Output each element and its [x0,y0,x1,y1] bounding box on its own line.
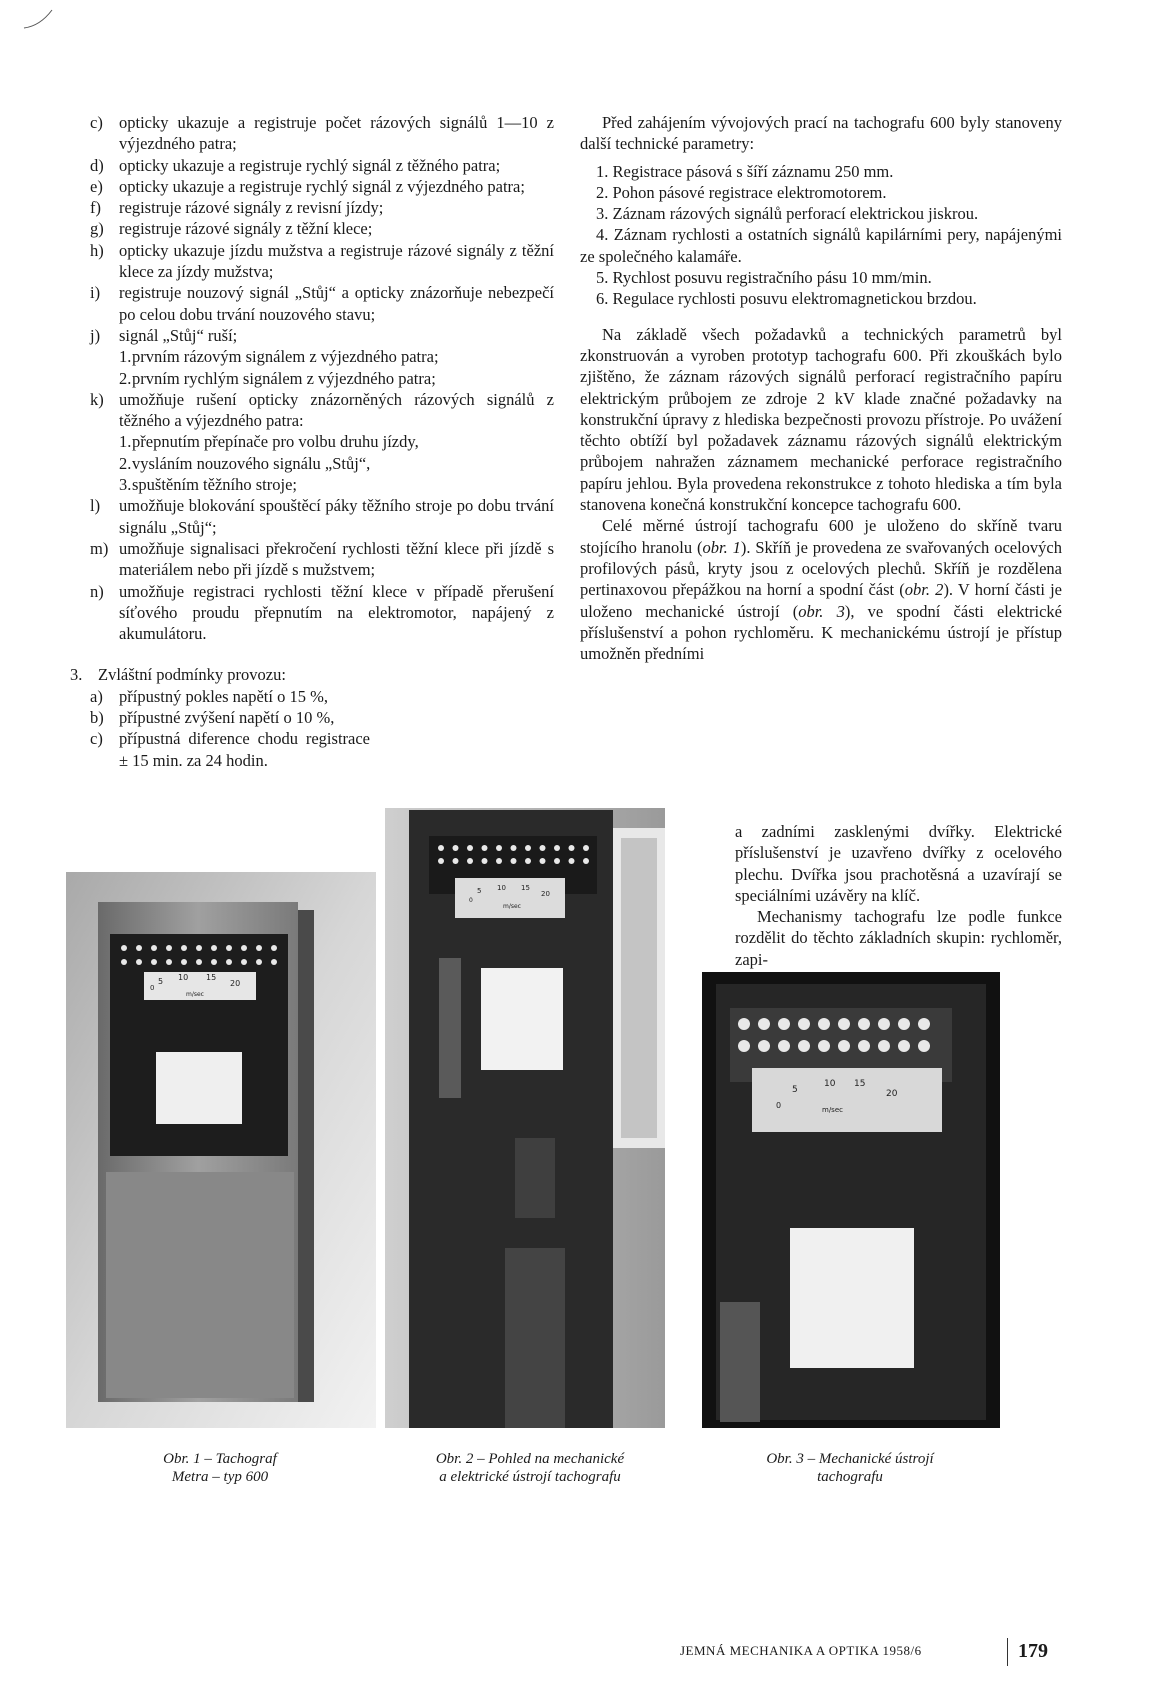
indicator-lamp [211,959,217,965]
fig2-scale-20: 20 [541,890,550,898]
indicator-lamp [271,945,277,951]
sub-list-item: 1. prvním rázovým signálem z výjezdného patra; [119,347,439,367]
indicator-lamp [496,858,502,864]
indicator-lamp [778,1018,790,1030]
indicator-lamp [583,858,589,864]
indicator-lamp [758,1018,770,1030]
fig1-scale-0: 0 [150,984,155,992]
indicator-lamp [878,1018,890,1030]
list-item: d) opticky ukazuje a registruje rychlý signál z těžného patra; [90,155,501,175]
figure-3-caption: Obr. 3 – Mechanické ústrojí tachografu [766,1451,934,1485]
indicator-lamp [525,858,531,864]
fig2-scale-unit: m/sec [503,903,521,910]
indicator-lamp [818,1018,830,1030]
indicator-lamp [226,945,232,951]
sub-list-item: 1. přepnutím přepínače pro volbu druhu jízdy, [119,432,419,452]
fig1-scale-5: 5 [158,977,164,986]
list-item: g) registruje rázové signály z těžní klece; [90,219,373,239]
list-item: h) opticky ukazuje jízdu mužstva a registruje rázové signály z těžní klece za jízdy mužstva; [90,240,554,282]
figure-ref-2: obr. 2 [904,580,944,600]
parameter-item: 4. Záznam rychlosti a ostatních signálů kapilárními pery, napájenými ze společného kalamáře. [580,225,1062,266]
left-column [70,112,554,771]
figure-3-photo [702,972,1000,1428]
list-item: e) opticky ukazuje a registruje rychlý signál z výjezdného patra; [90,176,525,196]
intro-paragraph: Před zahájením vývojových prací na tachografu 600 byly stanoveny další technické parametry: [580,113,1062,154]
condition-item: a) přípustný pokles napětí o 15 %, [90,686,328,706]
parameter-item: 3. Záznam rázových signálů perforací elektrickou jiskrou. [596,204,979,224]
fig1-scale-15: 15 [206,973,217,982]
fig3-scale-15: 15 [854,1079,866,1089]
fig1-scale-10: 10 [178,973,189,982]
indicator-lamp [554,845,560,851]
list-item: j) signál „Stůj“ ruší; [90,325,238,345]
wrapped-text [735,821,1062,970]
indicator-lamp [453,858,459,864]
right-column [580,112,1062,664]
indicator-lamp [778,1040,790,1052]
figure-1-caption: Obr. 1 – Tachograf Metra – typ 600 [163,1451,277,1485]
indicator-lamp [166,945,172,951]
indicator-lamp [525,845,531,851]
indicator-lamp [166,959,172,965]
parameter-item: 6. Regulace rychlosti posuvu elektromagnetickou brzdou. [596,289,977,309]
indicator-lamp [181,959,187,965]
indicator-lamp [482,845,488,851]
indicator-lamp [438,845,444,851]
figure-ref-3: obr. 3 [798,601,845,621]
indicator-lamp [838,1018,850,1030]
indicator-lamp [858,1018,870,1030]
indicator-lamp [256,959,262,965]
indicator-lamp [554,858,560,864]
sub-list-item: 3. spuštěním těžního stroje; [119,475,297,495]
indicator-lamp [271,959,277,965]
parameter-item: 2. Pohon pásové registrace elektromotorem. [596,182,887,202]
list-item: n) umožňuje registraci rychlosti těžní klece v případě přerušení síťového proudu přepnutím na elektromotor, napájený z akumulátoru. [90,581,554,644]
figure-1-photo [66,872,376,1428]
indicator-lamp [121,945,127,951]
list-item: f) registruje rázové signály z revisní jízdy; [90,198,384,218]
fig3-scale-5: 5 [792,1085,798,1095]
indicator-lamp [511,858,517,864]
indicator-lamp [181,945,187,951]
parameter-item: 1. Registrace pásová s šíří záznamu 250 mm. [596,161,894,181]
sub-list-item: 2. vysláním nouzového signálu „Stůj“, [119,453,371,473]
indicator-lamp [136,945,142,951]
fig2-scale-0: 0 [469,897,473,904]
indicator-lamp [467,845,473,851]
indicator-lamp [511,845,517,851]
list-item: i) registruje nouzový signál „Stůj“ a opticky znázorňuje nebezpečí po celou dobu trvání nouzového stavu; [90,283,554,324]
indicator-lamp [918,1040,930,1052]
figure-2-photo [385,808,665,1428]
indicator-lamp [121,959,127,965]
indicator-lamp [898,1040,910,1052]
indicator-lamp [818,1040,830,1052]
fig2-scale-5: 5 [477,887,482,895]
indicator-lamp [738,1040,750,1052]
page-number: 179 [1018,1640,1048,1662]
indicator-lamp [583,845,589,851]
indicator-lamp [898,1018,910,1030]
list-item: l) umožňuje blokování spouštěcí páky těžního stroje po dobu trvání signálu „Stůj“; [90,496,554,537]
paragraph-doors: a zadními zasklenými dvířky. Elektrické příslušenství je uzavřeno dvířky z ocelového plechu. Dvířka jsou prachotěsná a uzavírají se speciálními uzávěry na klíč. [735,822,1062,905]
fig3-scale-0: 0 [776,1101,782,1110]
sub-list-item: 2. prvním rychlým signálem z výjezdného patra; [119,368,436,388]
figure-ref-1: obr. 1 [702,537,741,557]
indicator-lamp [569,845,575,851]
indicator-lamp [798,1040,810,1052]
indicator-lamp [226,959,232,965]
figure-2-caption: Obr. 2 – Pohled na mechanické a elektrické ústrojí tachografu [435,1451,625,1485]
indicator-lamp [798,1018,810,1030]
indicator-lamp [467,858,473,864]
indicator-lamp [738,1018,750,1030]
fig3-scale-unit: m/sec [822,1106,843,1114]
fig2-scale-15: 15 [521,884,530,892]
fig2-scale-10: 10 [497,884,506,892]
paragraph-mechanisms: Mechanismy tachografu lze podle funkce rozdělit do těchto základních skupin: rychloměr, zapi- [735,907,1062,969]
list-item-k: k) umožňuje rušení opticky znázorněných rázových signálů z těžného a výjezdného patra: [90,389,554,431]
indicator-lamp [151,959,157,965]
indicator-lamp [878,1040,890,1052]
fig3-scale-20: 20 [886,1089,898,1099]
fig3-scale-10: 10 [824,1079,836,1089]
indicator-lamp [482,858,488,864]
condition-item: b) přípustné zvýšení napětí o 10 %, [90,708,335,728]
indicator-lamp [453,845,459,851]
section-3-heading: 3. Zvláštní podmínky provozu: [70,665,286,685]
indicator-lamp [758,1040,770,1052]
indicator-lamp [241,959,247,965]
corner-mark [22,8,56,32]
indicator-lamp [438,858,444,864]
list-item: m) umožňuje signalisaci překročení rychlosti těžní klece při jízdě s materiálem nebo při jízdě s mužstvem; [90,538,554,580]
indicator-lamp [196,959,202,965]
parameter-item: 5. Rychlost posuvu registračního pásu 10 mm/min. [596,268,932,288]
indicator-lamp [256,945,262,951]
condition-item: c) přípustná diference chodu registrace ± 15 min. za 24 hodin. [90,729,370,770]
indicator-lamp [918,1018,930,1030]
paragraph-prototype: Na základě všech požadavků a technických parametrů byl zkonstruován a vyroben prototyp tachografu 600. Při zkouškách bylo zjištěno, že záznam rázových signálů perforací registračního papíru elektrickým průbojem ze zdroje 2 kV klade značné požadavky na konstrukční úpravy z hlediska bezpečnosti provozu přístroje. Po uvážení těchto obtíží byl požadavek záznamu rázových signálů elektrickým průbojem nahražen záznamem mechanické perforace registračního papíru jehlou. Byla provedena rekonstrukce z tohoto hlediska a tím byla stanovena konečná konstrukční koncepce tachografu 600. [580,324,1062,515]
indicator-lamp [858,1040,870,1052]
fig1-scale-unit: m/sec [186,991,204,998]
indicator-lamp [838,1040,850,1052]
indicator-lamp [196,945,202,951]
indicator-lamp [241,945,247,951]
list-item: c) opticky ukazuje a registruje počet rázových signálů 1—10 z výjezdného patra; [90,113,554,154]
fig1-scale-20: 20 [230,979,241,988]
journal-footer: JEMNÁ MECHANIKA A OPTIKA 1958/6 [680,1643,922,1658]
indicator-lamp [136,959,142,965]
paragraph-housing: Celé měrné ústrojí tachografu 600 je uloženo do skříně tvaru stojícího hranolu (obr. 1). Skříň je provedena ze svařovaných ocelových profilových pásů, kryty jsou z ocelových plechů. Skříň je rozdělena pertinaxovou přepážkou na horní a spodní část (obr. 2). V horní části je uloženo mechanické ústrojí (obr. 3), ve spodní části elektrické příslušenství a pohon rychloměru. K mechanickému ústrojí je přístup umožněn předními [580,516,1063,664]
footer-divider [1007,1638,1008,1666]
indicator-lamp [540,858,546,864]
indicator-lamp [151,945,157,951]
indicator-lamp [569,858,575,864]
indicator-lamp [496,845,502,851]
indicator-lamp [540,845,546,851]
indicator-lamp [211,945,217,951]
